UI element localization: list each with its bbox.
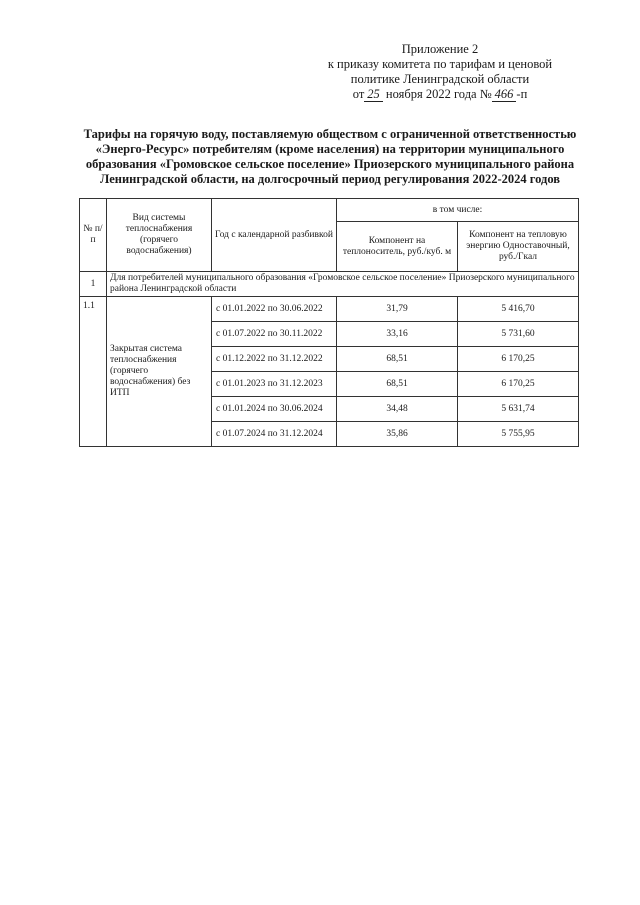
- row-comp1: 35,86: [337, 422, 458, 447]
- table-row: [80, 297, 579, 322]
- header-component-heat-carrier: Компонент на теплоноситель, руб./куб. м: [337, 222, 458, 272]
- handwritten-number: 466: [492, 87, 517, 102]
- row-comp2: 5 755,95: [458, 422, 579, 447]
- row-comp2: 6 170,25: [458, 347, 579, 372]
- row-comp2: 5 416,70: [458, 297, 579, 322]
- header-component-heat-energy: Компонент на тепловую энергию Одноставочный, руб./Гкал: [458, 222, 579, 272]
- group-num: 1: [80, 272, 107, 297]
- group-description: Для потребителей муниципального образования «Громовское сельское поселение» Приозерского муниципального района Ленинградской области: [107, 272, 579, 297]
- appendix-title: Приложение 2: [401, 42, 479, 56]
- row-comp2: 5 731,60: [458, 322, 579, 347]
- header-system: Вид системы теплоснабжения (горячего водоснабжения): [107, 199, 212, 272]
- row-period: с 01.12.2022 по 31.12.2022: [212, 347, 337, 372]
- row-comp2: 5 631,74: [458, 397, 579, 422]
- row-comp1: 31,79: [337, 297, 458, 322]
- date-prefix: от: [352, 87, 365, 101]
- row-comp1: 33,16: [337, 322, 458, 347]
- row-period: с 01.01.2024 по 30.06.2024: [212, 397, 337, 422]
- item-num: 1.1: [80, 297, 107, 447]
- row-period: с 01.07.2022 по 30.11.2022: [212, 322, 337, 347]
- date-middle: ноября 2022 года №: [385, 87, 492, 101]
- row-comp1: 34,48: [337, 397, 458, 422]
- row-comp1: 68,51: [337, 372, 458, 397]
- row-period: с 01.01.2023 по 31.12.2023: [212, 372, 337, 397]
- appendix-date-line: [310, 87, 570, 102]
- row-comp2: 6 170,25: [458, 372, 579, 397]
- appendix-committee: политике Ленинградской области: [350, 72, 530, 86]
- handwritten-day: 25: [364, 87, 383, 102]
- header-period: Год с календарной разбивкой: [212, 199, 337, 272]
- row-period: с 01.07.2024 по 31.12.2024: [212, 422, 337, 447]
- header-num: № п/п: [80, 199, 107, 272]
- appendix-order-ref: к приказу комитета по тарифам и ценовой: [327, 57, 553, 71]
- header-including: в том числе:: [337, 199, 579, 222]
- row-comp1: 68,51: [337, 347, 458, 372]
- document-title: Тарифы на горячую воду, поставляемую обществом с ограниченной ответственностью «Энерго-Ресурс» потребителям (кроме населения) на территории муниципального образования «Громовское сельское поселение» Приозерского муниципального района Ленинградской области, на долгосрочный период регулирования 2022-2024 годов: [83, 127, 577, 186]
- row-period: с 01.01.2022 по 30.06.2022: [212, 297, 337, 322]
- number-suffix: -п: [516, 87, 528, 101]
- item-system-type: Закрытая система теплоснабжения (горячего водоснабжения) без ИТП: [107, 297, 212, 447]
- appendix-header: [310, 42, 570, 102]
- tariff-table: [79, 198, 579, 447]
